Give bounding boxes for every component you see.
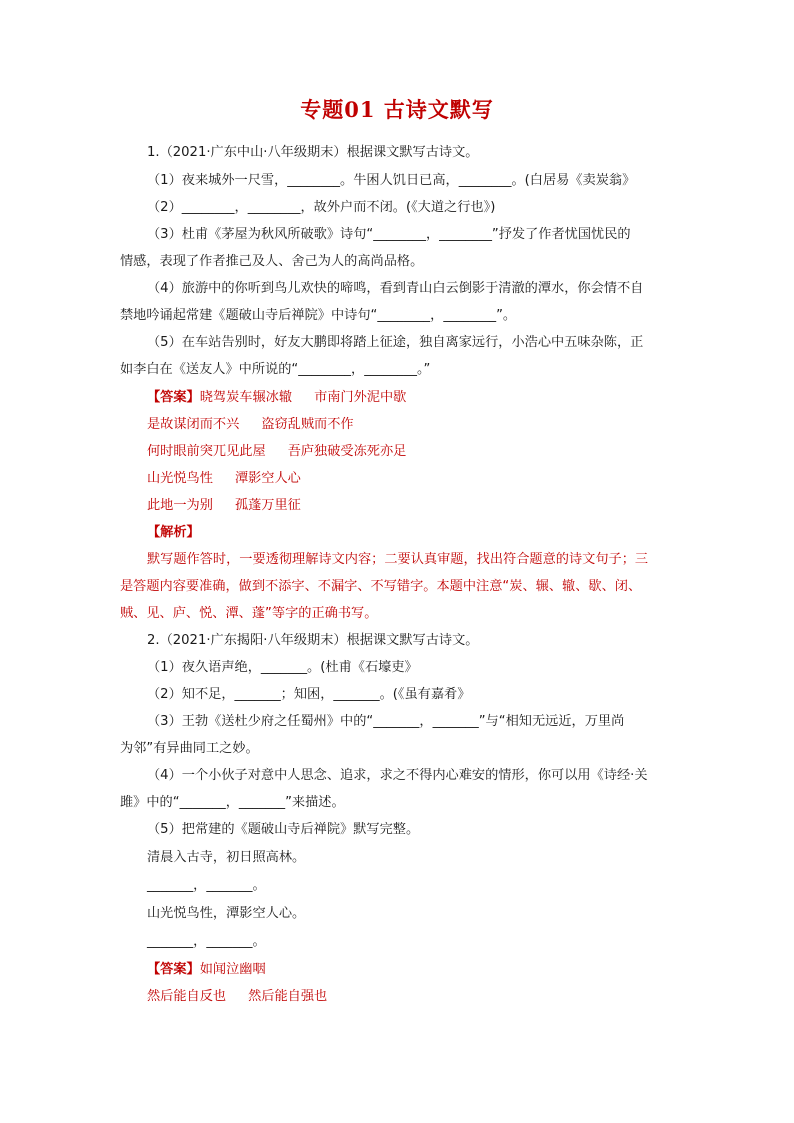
question-1-item-4-line-1: （4）旅游中的你听到鸟儿欢快的啼鸣，看到青山白云倒影于清澈的潭水，你会情不自: [147, 281, 644, 296]
answer-text: 晓驾炭车辗冰辙: [199, 390, 293, 405]
question-1-answer-line: [147, 389, 406, 407]
answer-text: 盗窃乱贼而不作: [261, 417, 354, 432]
question-1-item-3-line-2: 情感，表现了作者推己及人、舍己为人的高尚品格。: [120, 254, 424, 269]
question-1-answer-line: [147, 443, 406, 461]
question-1-answer-line: [147, 416, 354, 434]
poem-blank-1: _______，_______。: [147, 878, 266, 893]
question-1-item-2: （2）________，________，故外户而不闭。(《大道之行也》): [147, 200, 496, 215]
answer-text: 市南门外泥中歇: [314, 390, 407, 405]
answer-text: 吾庐独破受冻死亦足: [287, 444, 407, 459]
answer-text: 如闻泣幽咽: [199, 962, 266, 977]
analysis-line-3: 贼、见、庐、悦、潭、蓬”等字的正确书写。: [120, 606, 378, 621]
question-1-item-3-line-1: （3）杜甫《茅屋为秋风所破歌》诗句“________，________”抒发了作者忧国忧民的: [147, 227, 631, 242]
question-2-item-3-line-2: 为邻”有异曲同工之妙。: [120, 741, 259, 756]
analysis-line-2: 是答题内容要准确，做到不添字、不漏字、不写错字。本题中注意“炭、辗、辙、歇、闭、: [120, 579, 642, 594]
analysis-line-1: 默写题作答时，一要透彻理解诗文内容；二要认真审题，找出符合题意的诗文句子；三: [147, 552, 649, 567]
question-2-item-2: （2）知不足，_______；知困，_______。(《虽有嘉肴》: [147, 687, 471, 702]
question-2-answer-line: [147, 961, 266, 979]
answer-label: 【答案】: [147, 390, 200, 405]
answer-text: 然后能自强也: [248, 989, 328, 1004]
question-1-answer-line: [147, 470, 301, 488]
question-1-item-4-line-2: 禁地吟诵起常建《题破山寺后禅院》中诗句“________，________”。: [120, 308, 517, 323]
question-2-item-4-line-2: 雎》中的“_______，_______”来描述。: [120, 795, 345, 810]
answer-text: 此地一为别: [147, 498, 213, 513]
question-1-stem: 1.（2021·广东中山·八年级期末）根据课文默写古诗文。: [147, 145, 479, 160]
question-2-answer-line: [147, 988, 327, 1006]
analysis-label: 【解析】: [147, 525, 200, 540]
answer-text: 何时眼前突兀见此屋: [147, 444, 266, 459]
question-2-item-5: （5）把常建的《题破山寺后禅院》默写完整。: [147, 822, 420, 837]
answer-text: 潭影空人心: [234, 471, 301, 486]
poem-line-1: 清晨入古寺，初日照高林。: [147, 850, 306, 865]
poem-blank-2: _______，_______。: [147, 934, 266, 949]
answer-text: 然后能自反也: [147, 989, 227, 1004]
question-1-item-5-line-1: （5）在车站告别时，好友大鹏即将踏上征途，独自离家远行，小浩心中五味杂陈，正: [147, 335, 644, 350]
question-1-answer-line: [147, 497, 301, 515]
question-2-item-1: （1）夜久语声绝，_______。(杜甫《石壕吏》: [147, 660, 418, 675]
poem-line-2: 山光悦鸟性，潭影空人心。: [147, 906, 306, 921]
question-1-item-1: （1）夜来城外一尺雪，________。牛困人饥日已高，________。(白居易《卖炭翁》: [147, 173, 636, 188]
answer-text: 山光悦鸟性: [147, 471, 213, 486]
question-2-item-4-line-1: （4）一个小伙子对意中人思念、追求，求之不得内心难安的情形，你可以用《诗经·关: [147, 768, 648, 783]
answer-text: 是故谋闭而不兴: [147, 417, 240, 432]
answer-text: 孤蓬万里征: [234, 498, 301, 513]
page-title: 专题01 古诗文默写: [300, 97, 494, 122]
answer-label: 【答案】: [147, 962, 200, 977]
question-2-stem: 2.（2021·广东揭阳·八年级期末）根据课文默写古诗文。: [147, 633, 479, 648]
question-1-item-5-line-2: 如李白在《送友人》中所说的“________，________。”: [120, 362, 431, 377]
question-2-item-3-line-1: （3）王勃《送杜少府之任蜀州》中的“_______，_______”与“相知无远近，万里尚: [147, 714, 625, 729]
